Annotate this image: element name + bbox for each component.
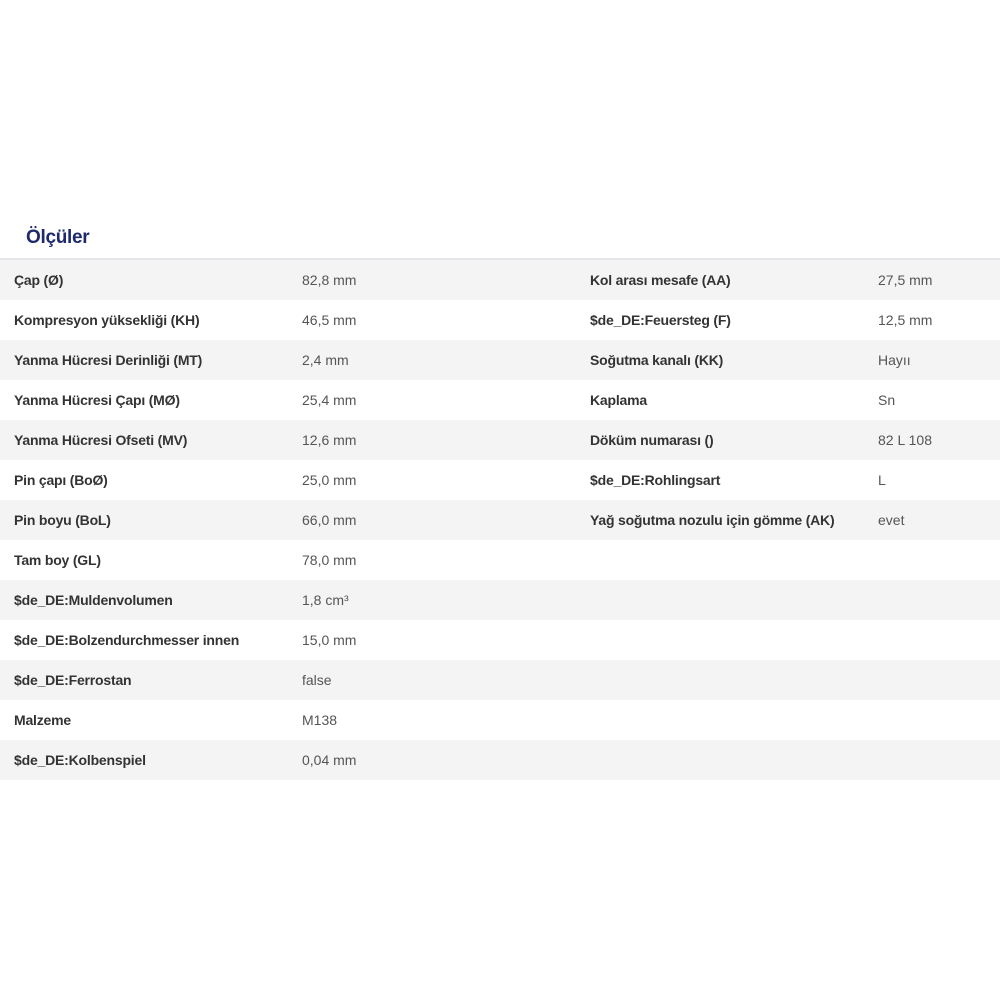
spec-value: 25,0 mm [302, 472, 357, 488]
spec-row [0, 540, 1000, 580]
spec-value: 78,0 mm [302, 552, 357, 568]
spec-label: $de_DE:Ferrostan [14, 672, 132, 688]
spec-row [0, 500, 1000, 540]
spec-label: Çap (Ø) [14, 272, 64, 288]
spec-row [0, 420, 1000, 460]
spec-row [0, 740, 1000, 780]
spec-value: Sn [878, 392, 896, 408]
section-title: Ölçüler [26, 227, 90, 248]
spec-label: Kompresyon yüksekliği (KH) [14, 312, 200, 328]
spec-row [0, 300, 1000, 340]
spec-row [0, 260, 1000, 300]
spec-label: Malzeme [14, 712, 71, 728]
spec-label: $de_DE:Feuersteg (F) [590, 312, 731, 328]
spec-row [0, 700, 1000, 740]
spec-row [0, 380, 1000, 420]
spec-value: 12,6 mm [302, 432, 357, 448]
spec-value: 25,4 mm [302, 392, 357, 408]
spec-label: Kol arası mesafe (AA) [590, 272, 731, 288]
spec-label: Yanma Hücresi Çapı (MØ) [14, 392, 180, 408]
spec-label: Tam boy (GL) [14, 552, 101, 568]
spec-value: 0,04 mm [302, 752, 357, 768]
spec-label: Soğutma kanalı (KK) [590, 352, 724, 368]
spec-value: 82,8 mm [302, 272, 357, 288]
spec-label: $de_DE:Bolzendurchmesser innen [14, 632, 240, 648]
spec-table [0, 260, 1000, 780]
spec-label: $de_DE:Muldenvolumen [14, 592, 173, 608]
spec-value: 46,5 mm [302, 312, 357, 328]
spec-row [0, 580, 1000, 620]
spec-value: 2,4 mm [302, 352, 349, 368]
spec-label: Yağ soğutma nozulu için gömme (AK) [590, 512, 835, 528]
spec-value: 15,0 mm [302, 632, 357, 648]
spec-label: Yanma Hücresi Derinliği (MT) [14, 352, 203, 368]
spec-value: 66,0 mm [302, 512, 357, 528]
spec-value: 12,5 mm [878, 312, 933, 328]
spec-value: 1,8 cm³ [302, 592, 349, 608]
spec-label: Pin boyu (BoL) [14, 512, 111, 528]
spec-row [0, 340, 1000, 380]
spec-label: Yanma Hücresi Ofseti (MV) [14, 432, 188, 448]
spec-label: Kaplama [590, 392, 647, 408]
spec-row [0, 620, 1000, 660]
spec-row [0, 660, 1000, 700]
spec-value: 27,5 mm [878, 272, 933, 288]
spec-value: L [878, 472, 886, 488]
spec-value: M138 [302, 712, 338, 728]
spec-label: Döküm numarası () [590, 432, 714, 448]
spec-label: Pin çapı (BoØ) [14, 472, 108, 488]
spec-label: $de_DE:Rohlingsart [590, 472, 721, 488]
spec-label: $de_DE:Kolbenspiel [14, 752, 146, 768]
spec-value: false [302, 672, 332, 688]
spec-row [0, 460, 1000, 500]
spec-value: evet [878, 512, 905, 528]
spec-value: 82 L 108 [878, 432, 932, 448]
spec-value: Hayıı [878, 352, 911, 368]
